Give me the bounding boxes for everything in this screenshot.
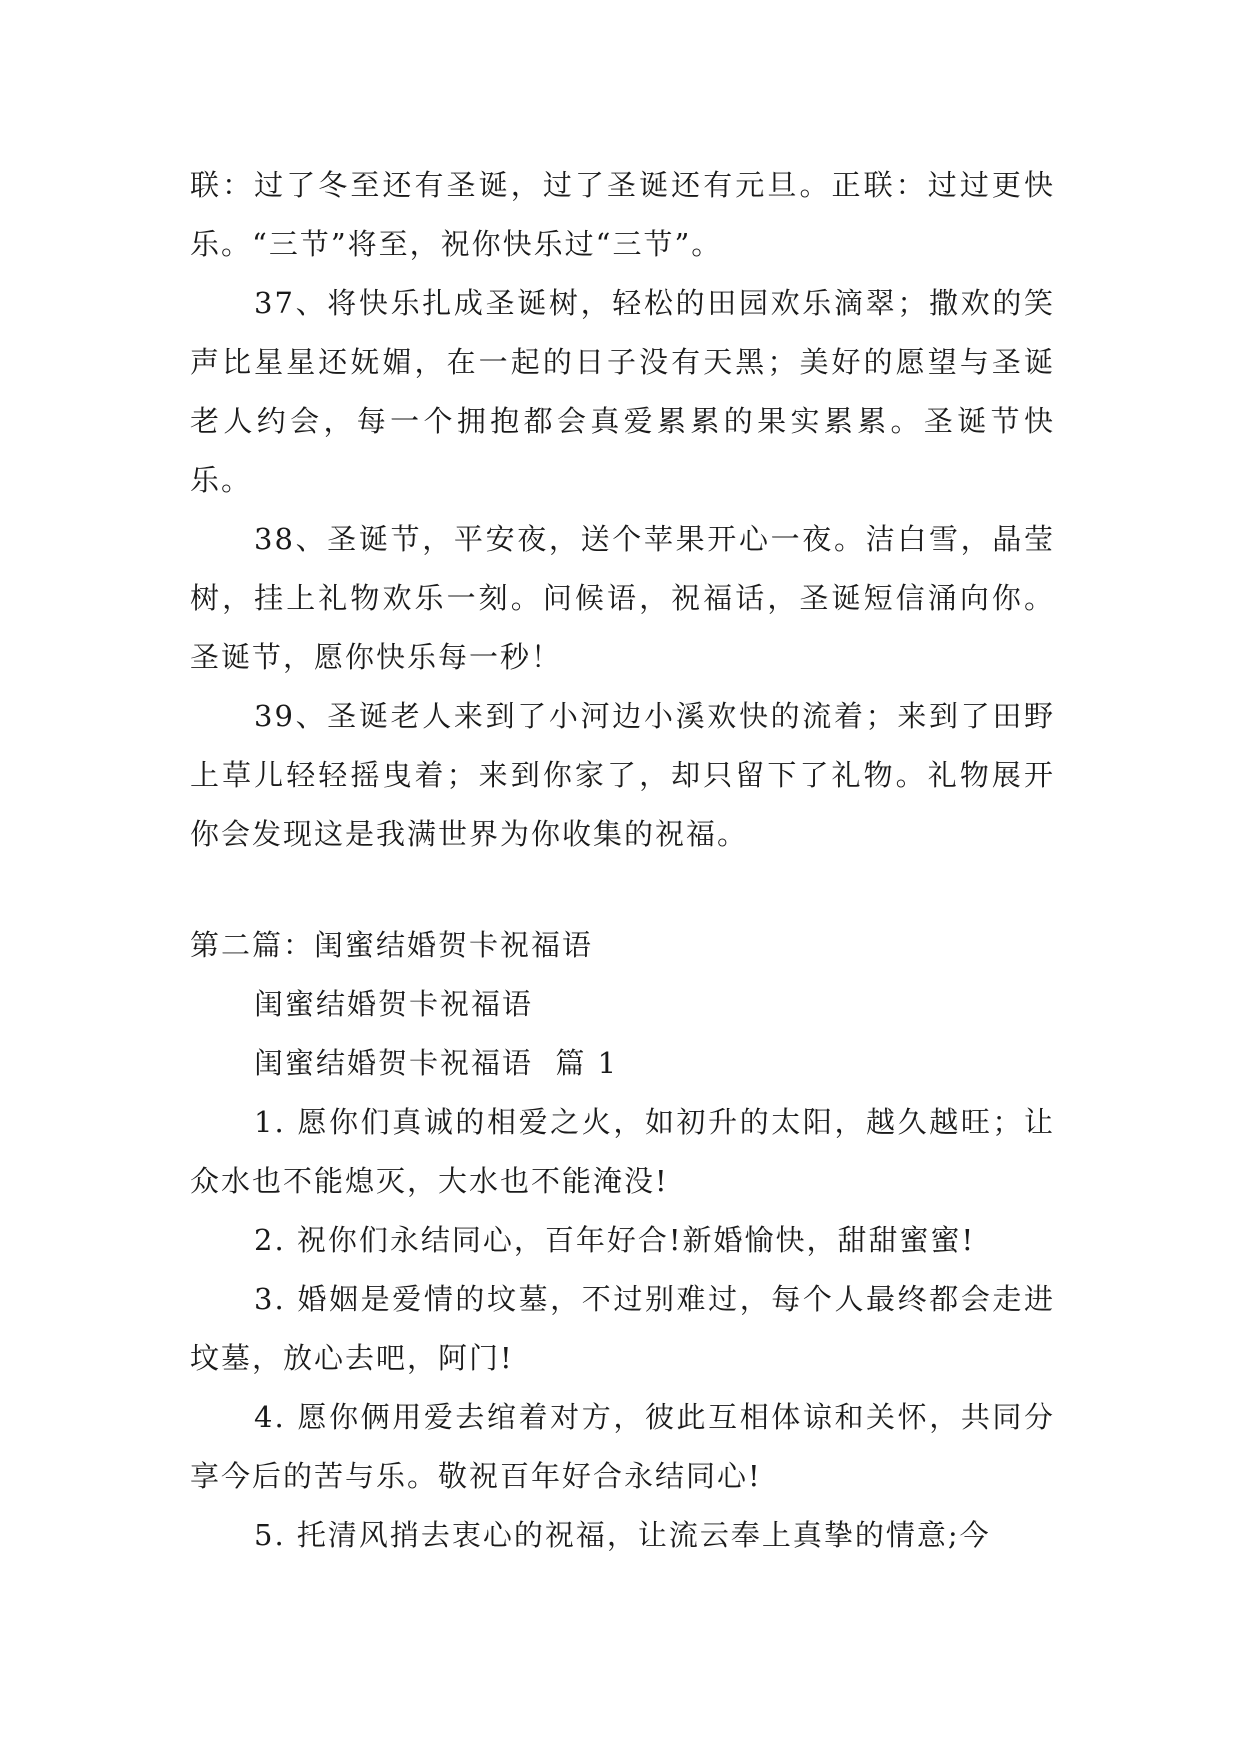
sub-heading: 闺蜜结婚贺卡祝福语 篇 1	[254, 1046, 619, 1080]
subtitle: 闺蜜结婚贺卡祝福语	[254, 987, 534, 1021]
list-item-4: 4. 愿你俩用爱去绾着对方，彼此互相体谅和关怀，共同分享今后的苦与乐。敬祝百年好合永结同心!	[190, 1400, 1055, 1493]
paragraph-38: 38、圣诞节，平安夜，送个苹果开心一夜。洁白雪，晶莹树，挂上礼物欢乐一刻。问候语，祝福话，圣诞短信涌向你。圣诞节，愿你快乐每一秒！	[190, 522, 1055, 674]
list-item-3: 3. 婚姻是爱情的坟墓，不过别难过，每个人最终都会走进坟墓，放心去吧，阿门!	[190, 1282, 1055, 1375]
paragraph-37: 37、将快乐扎成圣诞树，轻松的田园欢乐滴翠；撒欢的笑声比星星还妩媚，在一起的日子没有天黑；美好的愿望与圣诞老人约会，每一个拥抱都会真爱累累的果实累累。圣诞节快乐。	[190, 286, 1055, 497]
paragraph-couplet-continuation: 联：过了冬至还有圣诞，过了圣诞还有元旦。正联：过过更快乐。“三节”将至，祝你快乐过“三节”。	[190, 168, 1055, 261]
section-heading: 第二篇：闺蜜结婚贺卡祝福语	[190, 928, 594, 962]
list-item-1: 1. 愿你们真诚的相爱之火，如初升的太阳，越久越旺；让众水也不能熄灭，大水也不能淹没!	[190, 1105, 1055, 1198]
list-item-5: 5. 托清风捎去衷心的祝福，让流云奉上真挚的情意;今	[254, 1518, 991, 1552]
list-item-2: 2. 祝你们永结同心，百年好合!新婚愉快，甜甜蜜蜜!	[254, 1223, 976, 1257]
paragraph-39: 39、圣诞老人来到了小河边小溪欢快的流着；来到了田野上草儿轻轻摇曳着；来到你家了，却只留下了礼物。礼物展开你会发现这是我满世界为你收集的祝福。	[190, 699, 1055, 851]
section-spacer	[190, 864, 1055, 916]
document-body	[190, 156, 1055, 1565]
